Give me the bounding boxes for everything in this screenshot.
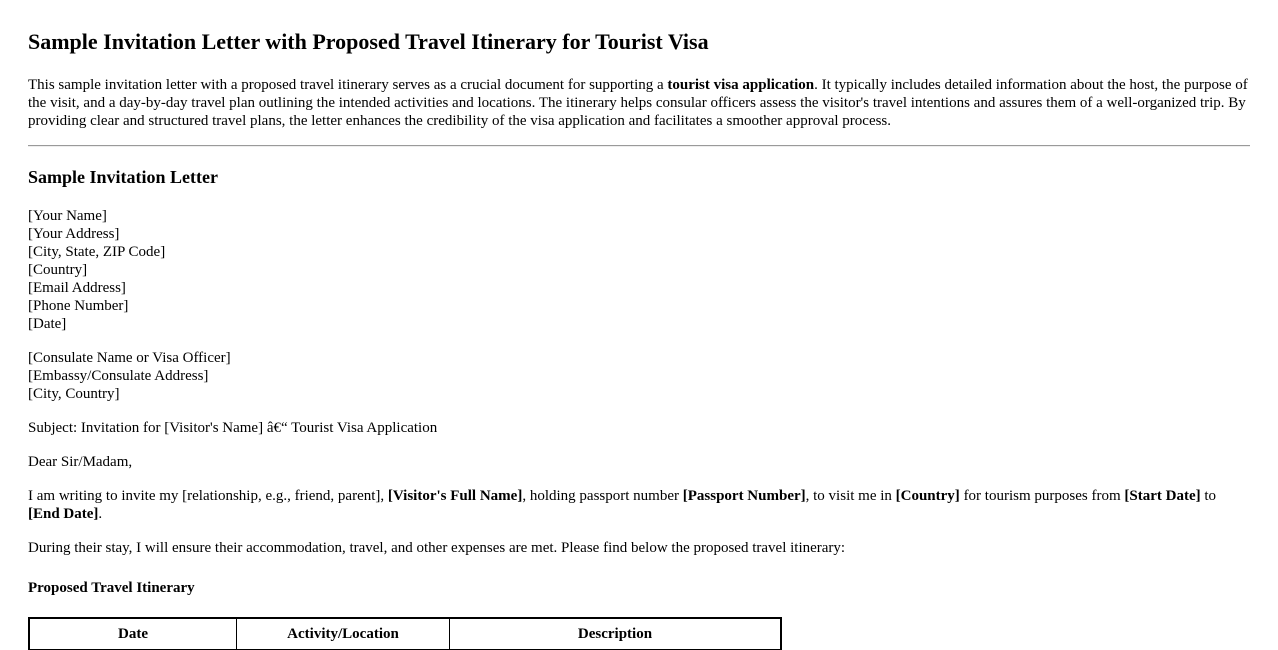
intro-text-before: This sample invitation letter with a proposed travel itinerary serves as a crucial document for supporting a (28, 77, 668, 93)
invitation-paragraph (28, 487, 1250, 523)
intro-text-after: . It typically includes detailed information about the host, the purpose of the visit, and a day-by-day travel plan outlining the intended activities and locations. The itinerary helps consular officers assess the visitor's travel intentions and assures them of a well-organized trip. By providing clear and structured travel plans, the letter enhances the credibility of the visa application and facilitates a smoother approval process. (28, 77, 1248, 129)
sender-date: [Date] (28, 316, 67, 332)
recipient-city: [City, Country] (28, 386, 120, 402)
expenses-paragraph: During their stay, I will ensure their accommodation, travel, and other expenses are met. Please find below the proposed travel itinerary: (28, 540, 846, 556)
start-date: [Start Date] (1124, 488, 1201, 504)
sender-name: [Your Name] (28, 208, 107, 224)
salutation: Dear Sir/Madam, (28, 454, 133, 470)
intro-bold-text: tourist visa application (667, 77, 815, 93)
para1-text-2: , holding passport number (522, 488, 683, 504)
para1-text-6: . (98, 506, 103, 522)
sender-email: [Email Address] (28, 280, 126, 296)
para1-text-5: to (1200, 488, 1217, 504)
itinerary-title: Proposed Travel Itinerary (28, 580, 195, 596)
recipient-address: [Embassy/Consulate Address] (28, 368, 209, 384)
column-header-date: Date (29, 618, 237, 650)
passport-number: [Passport Number] (682, 488, 806, 504)
end-date: [End Date] (28, 506, 99, 522)
para1-text-3: , to visit me in (805, 488, 896, 504)
sender-address-block (28, 207, 165, 333)
para1-text-1: I am writing to invite my [relationship, e.g., friend, parent], (28, 488, 388, 504)
host-country: [Country] (895, 488, 960, 504)
sender-phone: [Phone Number] (28, 298, 129, 314)
intro-paragraph (28, 76, 1250, 130)
sender-address: [Your Address] (28, 226, 120, 242)
horizontal-divider (28, 145, 1250, 147)
recipient-address-block (28, 349, 231, 403)
page-title: Sample Invitation Letter with Proposed Travel Itinerary for Tourist Visa (28, 29, 709, 54)
column-header-description: Description (450, 618, 782, 650)
column-header-activity: Activity/Location (237, 618, 450, 650)
subject-line: Subject: Invitation for [Visitor's Name] â€“ Tourist Visa Application (28, 420, 438, 436)
itinerary-table (28, 617, 782, 650)
itinerary-header-row (29, 618, 781, 650)
para1-text-4: for tourism purposes from (959, 488, 1125, 504)
section-title: Sample Invitation Letter (28, 167, 218, 187)
recipient-name: [Consulate Name or Visa Officer] (28, 350, 231, 366)
sender-country: [Country] (28, 262, 88, 278)
sender-city: [City, State, ZIP Code] (28, 244, 166, 260)
visitor-full-name: [Visitor's Full Name] (387, 488, 523, 504)
